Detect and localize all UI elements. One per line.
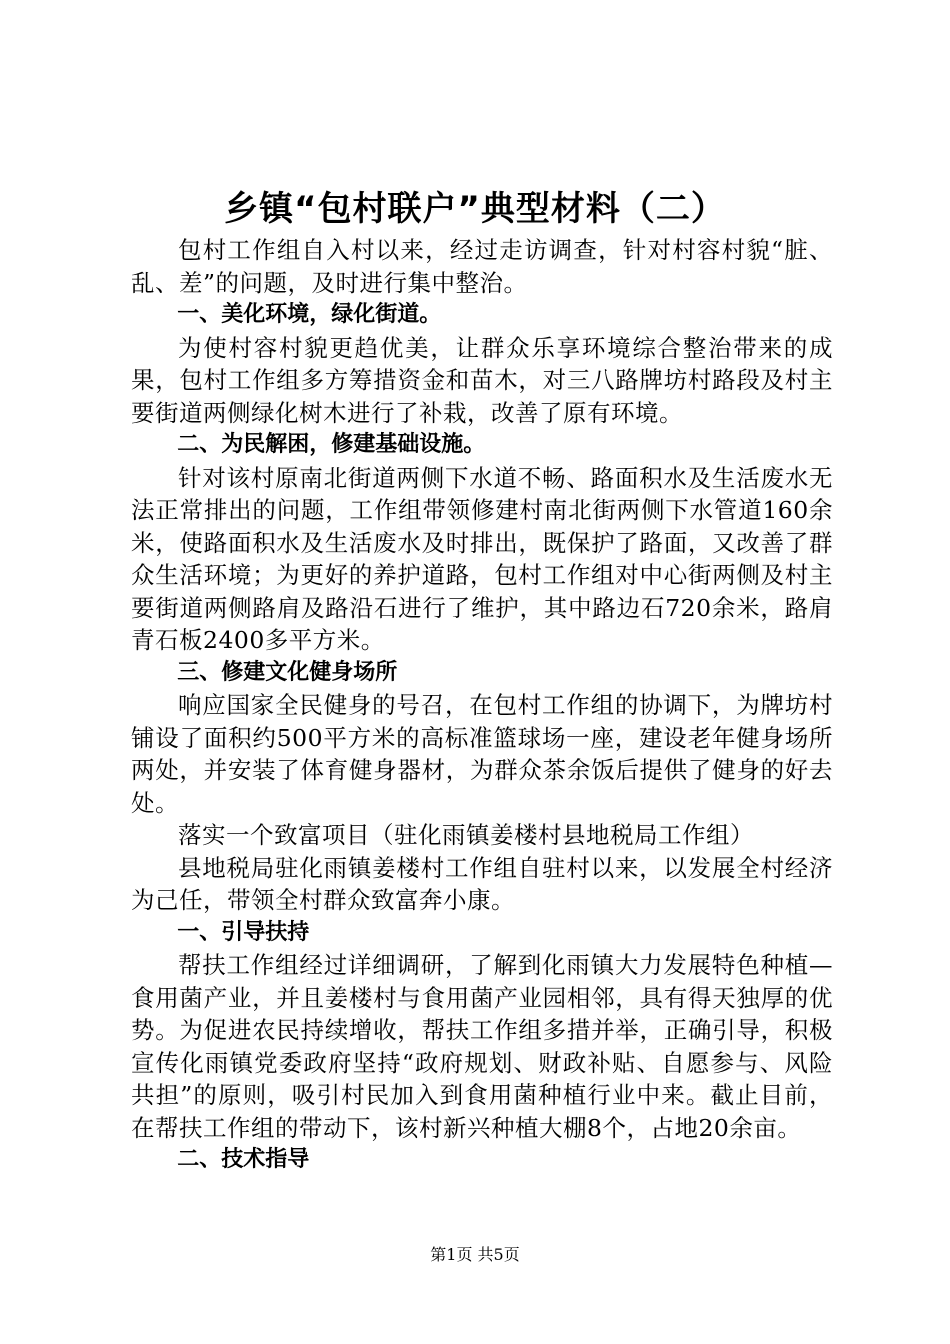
- paragraph-beautify: 为使村容村貌更趋优美，让群众乐享环境综合整治带来的成果，包村工作组多方筹措资金和苗木，对三八路牌坊村路段及村主要街道两侧绿化树木进行了补栽，改善了原有环境。: [131, 333, 833, 427]
- section-heading-infrastructure: 二、为民解困，修建基础设施。: [177, 432, 486, 457]
- paragraph-project-intro: 县地税局驻化雨镇姜楼村工作组自驻村以来，以发展全村经济为己任，带领全村群众致富奔小康。: [131, 853, 833, 914]
- paragraph-fitness: 响应国家全民健身的号召，在包村工作组的协调下，为牌坊村铺设了面积约500平方米的高标准篮球场一座，建设老年健身场所两处，并安装了体育健身器材，为群众茶余饭后提供了健身的好去处。: [131, 691, 833, 817]
- paragraph-intro: 包村工作组自入村以来，经过走访调查，针对村容村貌“脏、乱、差”的问题，及时进行集中整治。: [131, 236, 833, 297]
- document-title: 乡镇“包村联户”典型材料（二）: [224, 189, 726, 229]
- section-heading-guidance: 一、引导扶持: [177, 919, 310, 945]
- paragraph-infrastructure: 针对该村原南北街道两侧下水道不畅、路面积水及生活废水无法正常排出的问题，工作组带领修建村南北街两侧下水管道160余米，使路面积水及生活废水及时排出，既保护了路面，又改善了群众生活环境；为更好的养护道路，包村工作组对中心街两侧及村主要街道两侧路肩及路沿石进行了维护，其中路边石720余米，路肩青石板2400多平方米。: [131, 463, 833, 654]
- section-heading-beautify: 一、美化环境，绿化街道。: [177, 302, 442, 327]
- paragraph-guidance: 帮扶工作组经过详细调研，了解到化雨镇大力发展特色种植—食用菌产业，并且姜楼村与食用菌产业园相邻，具有得天独厚的优势。为促进农民持续增收，帮扶工作组多措并举，正确引导，积极宣传化雨镇党委政府坚持“政府规划、财政补贴、自愿参与、风险共担”的原则，吸引村民加入到食用菌种植行业中来。截止目前，在帮扶工作组的带动下，该村新兴种植大棚8个，占地20余亩。: [131, 951, 833, 1142]
- section-heading-fitness: 三、修建文化健身场所: [177, 659, 398, 685]
- paragraph-project-title: 落实一个致富项目（驻化雨镇姜楼村县地税局工作组）: [178, 821, 754, 849]
- document-body: [131, 234, 833, 1177]
- page-number-footer: 第1页 共5页: [430, 1245, 520, 1264]
- section-heading-technical: 二、技术指导: [177, 1147, 310, 1172]
